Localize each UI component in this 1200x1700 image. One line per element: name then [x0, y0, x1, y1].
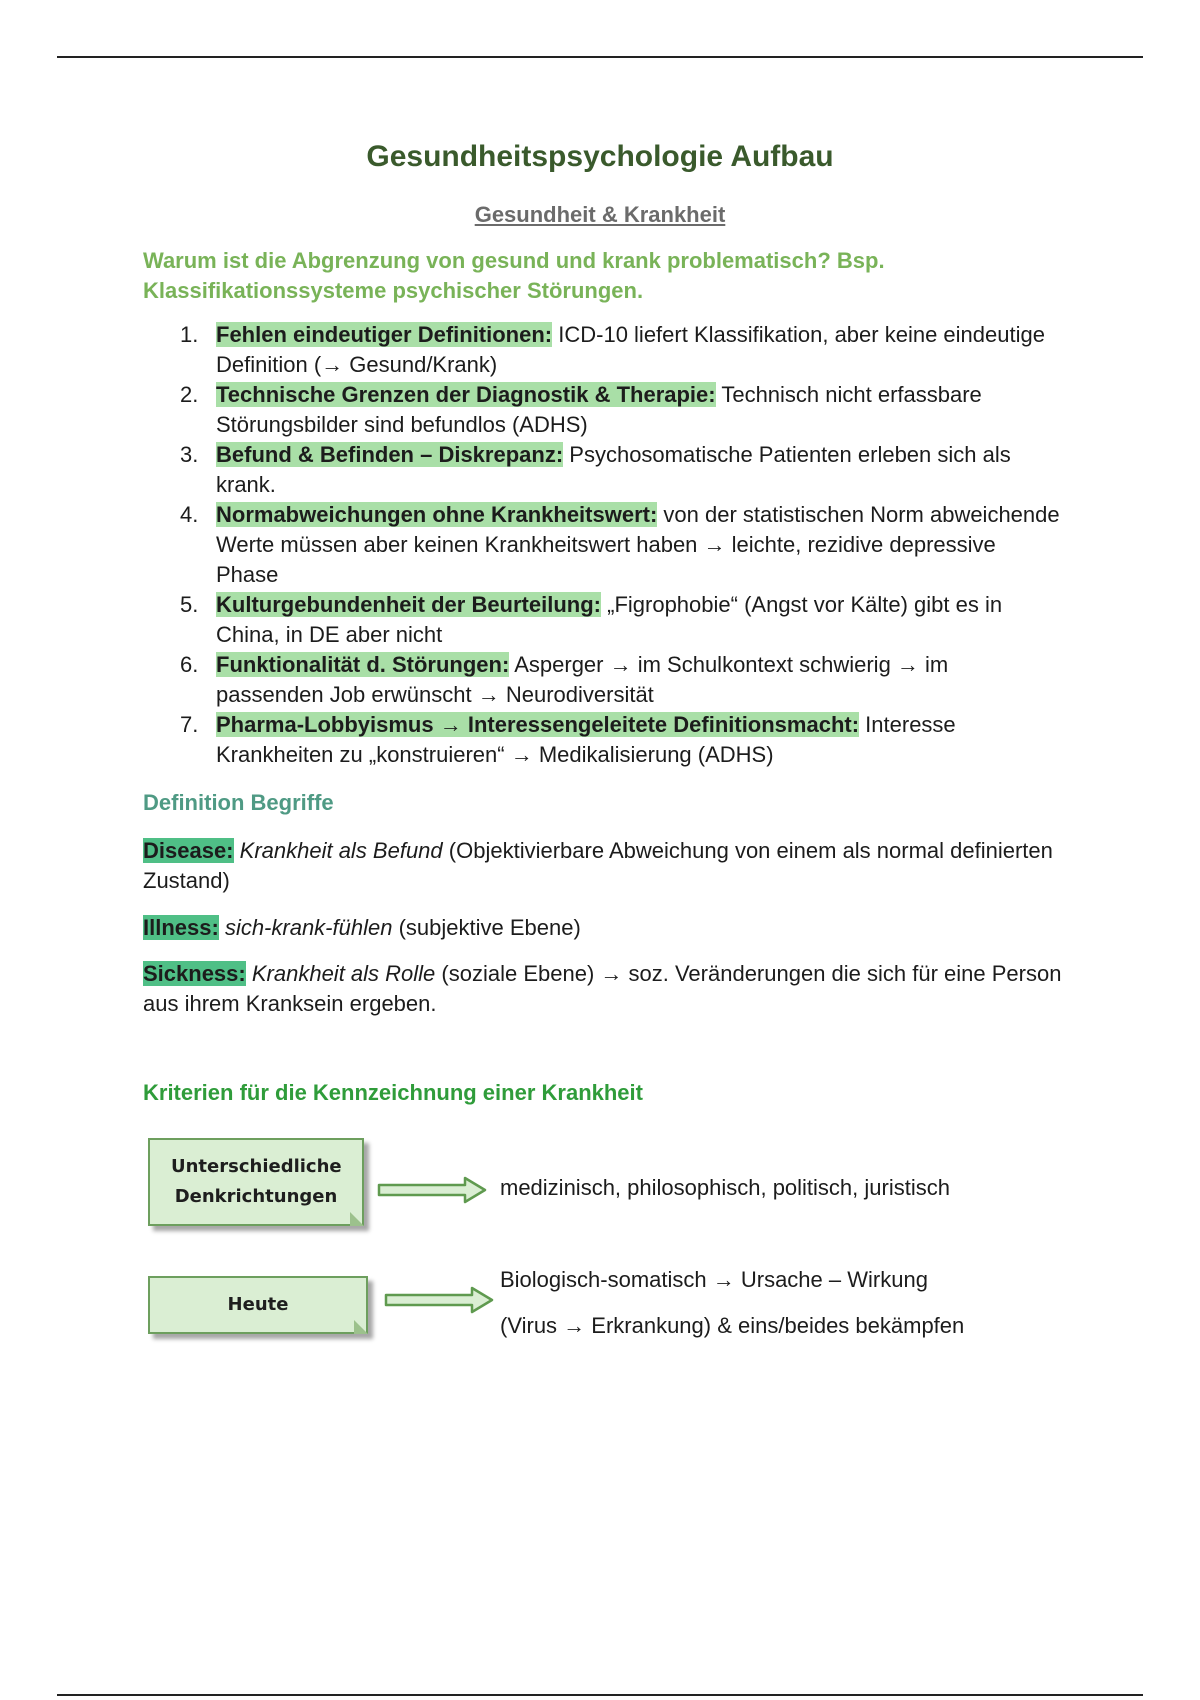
definition-text: (Objektivierbare Abweichung von einem als normal definierten Zustand) [143, 838, 1053, 893]
bottom-rule [57, 1694, 1143, 1696]
question-heading: Warum ist die Abgrenzung von gesund und krank problematisch? Bsp. Klassifikationssysteme psychischer Störungen. [143, 248, 885, 303]
definition-illness [143, 913, 1063, 943]
definition-sickness [143, 959, 1063, 1019]
definition-term: Sickness: [143, 961, 246, 986]
list-item-text: von der statistischen Norm abweichende Werte müssen aber keinen Krankheitswert haben → leichte, rezidive depressive Phase [216, 502, 1060, 587]
criteria-text: medizinisch, philosophisch, politisch, juristisch [500, 1175, 950, 1200]
page-fold-icon [350, 1212, 364, 1226]
right-arrow-icon [377, 1176, 489, 1204]
list-item-label: Technische Grenzen der Diagnostik & Therapie: [216, 382, 716, 407]
definitions-heading: Definition Begriffe [143, 790, 334, 815]
list-item-text: Technisch nicht erfassbare Störungsbilder sind befundlos (ADHS) [216, 382, 982, 437]
list-item [180, 380, 1060, 440]
list-number: 5. [180, 592, 199, 617]
list-item-text: „Figrophobie“ (Angst vor Kälte) gibt es in China, in DE aber nicht [216, 592, 1003, 647]
note-box-heute [148, 1276, 368, 1334]
top-rule [57, 56, 1143, 58]
list-item [180, 590, 1060, 650]
criteria-text: (Virus → Erkrankung) & eins/beides bekämpfen [500, 1313, 965, 1338]
definition-italic: Krankheit als Rolle [251, 961, 436, 986]
list-item-label: Fehlen eindeutiger Definitionen: [216, 322, 553, 347]
criteria-text: Biologisch-somatisch → Ursache – Wirkung [500, 1267, 928, 1292]
page-fold-icon [354, 1320, 368, 1334]
list-item-label: Pharma-Lobbyismus → Interessengeleitete Definitionsmacht: [216, 712, 860, 737]
definition-disease [143, 836, 1063, 896]
list-item-label: Funktionalität d. Störungen: [216, 652, 510, 677]
definition-text: (soziale Ebene) → soz. Veränderungen die sich für eine Person aus ihrem Kranksein ergeben. [143, 961, 1062, 1016]
list-number: 7. [180, 712, 199, 737]
list-number: 1. [180, 322, 199, 347]
list-number: 6. [180, 652, 199, 677]
list-number: 3. [180, 442, 199, 467]
note-box-label: Unterschiedliche Denkrichtungen [171, 1156, 342, 1207]
definition-italic: sich-krank-fühlen [224, 915, 393, 940]
list-item [180, 650, 1060, 710]
list-item [180, 320, 1060, 380]
note-box-label: Heute [227, 1294, 289, 1315]
page-title: Gesundheitspsychologie Aufbau [366, 140, 834, 173]
definition-text: (subjektive Ebene) [398, 915, 581, 940]
right-arrow-icon [384, 1286, 496, 1314]
definition-term: Illness: [143, 915, 219, 940]
list-item [180, 500, 1060, 590]
list-item-label: Normabweichungen ohne Krankheitswert: [216, 502, 658, 527]
definition-term: Disease: [143, 838, 234, 863]
criteria-heading: Kriterien für die Kennzeichnung einer Krankheit [143, 1080, 643, 1105]
list-item-text: Psychosomatische Patienten erleben sich als krank. [216, 442, 1011, 497]
list-item [180, 710, 1060, 770]
list-item-label: Befund & Befinden – Diskrepanz: [216, 442, 564, 467]
section-subtitle: Gesundheit & Krankheit [474, 202, 726, 227]
list-number: 4. [180, 502, 199, 527]
list-item-text: Interesse Krankheiten zu „konstruieren“ → Medikalisierung (ADHS) [216, 712, 956, 767]
list-item-text: ICD-10 liefert Klassifikation, aber keine eindeutige Definition (→ Gesund/Krank) [216, 322, 1045, 377]
list-item-text: Asperger → im Schulkontext schwierig → im passenden Job erwünscht → Neurodiversität [216, 652, 949, 707]
list-number: 2. [180, 382, 199, 407]
problem-list [180, 320, 1060, 770]
definition-italic: Krankheit als Befund [239, 838, 443, 863]
note-box-denkrichtungen [148, 1138, 364, 1226]
list-item [180, 440, 1060, 500]
list-item-label: Kulturgebundenheit der Beurteilung: [216, 592, 601, 617]
